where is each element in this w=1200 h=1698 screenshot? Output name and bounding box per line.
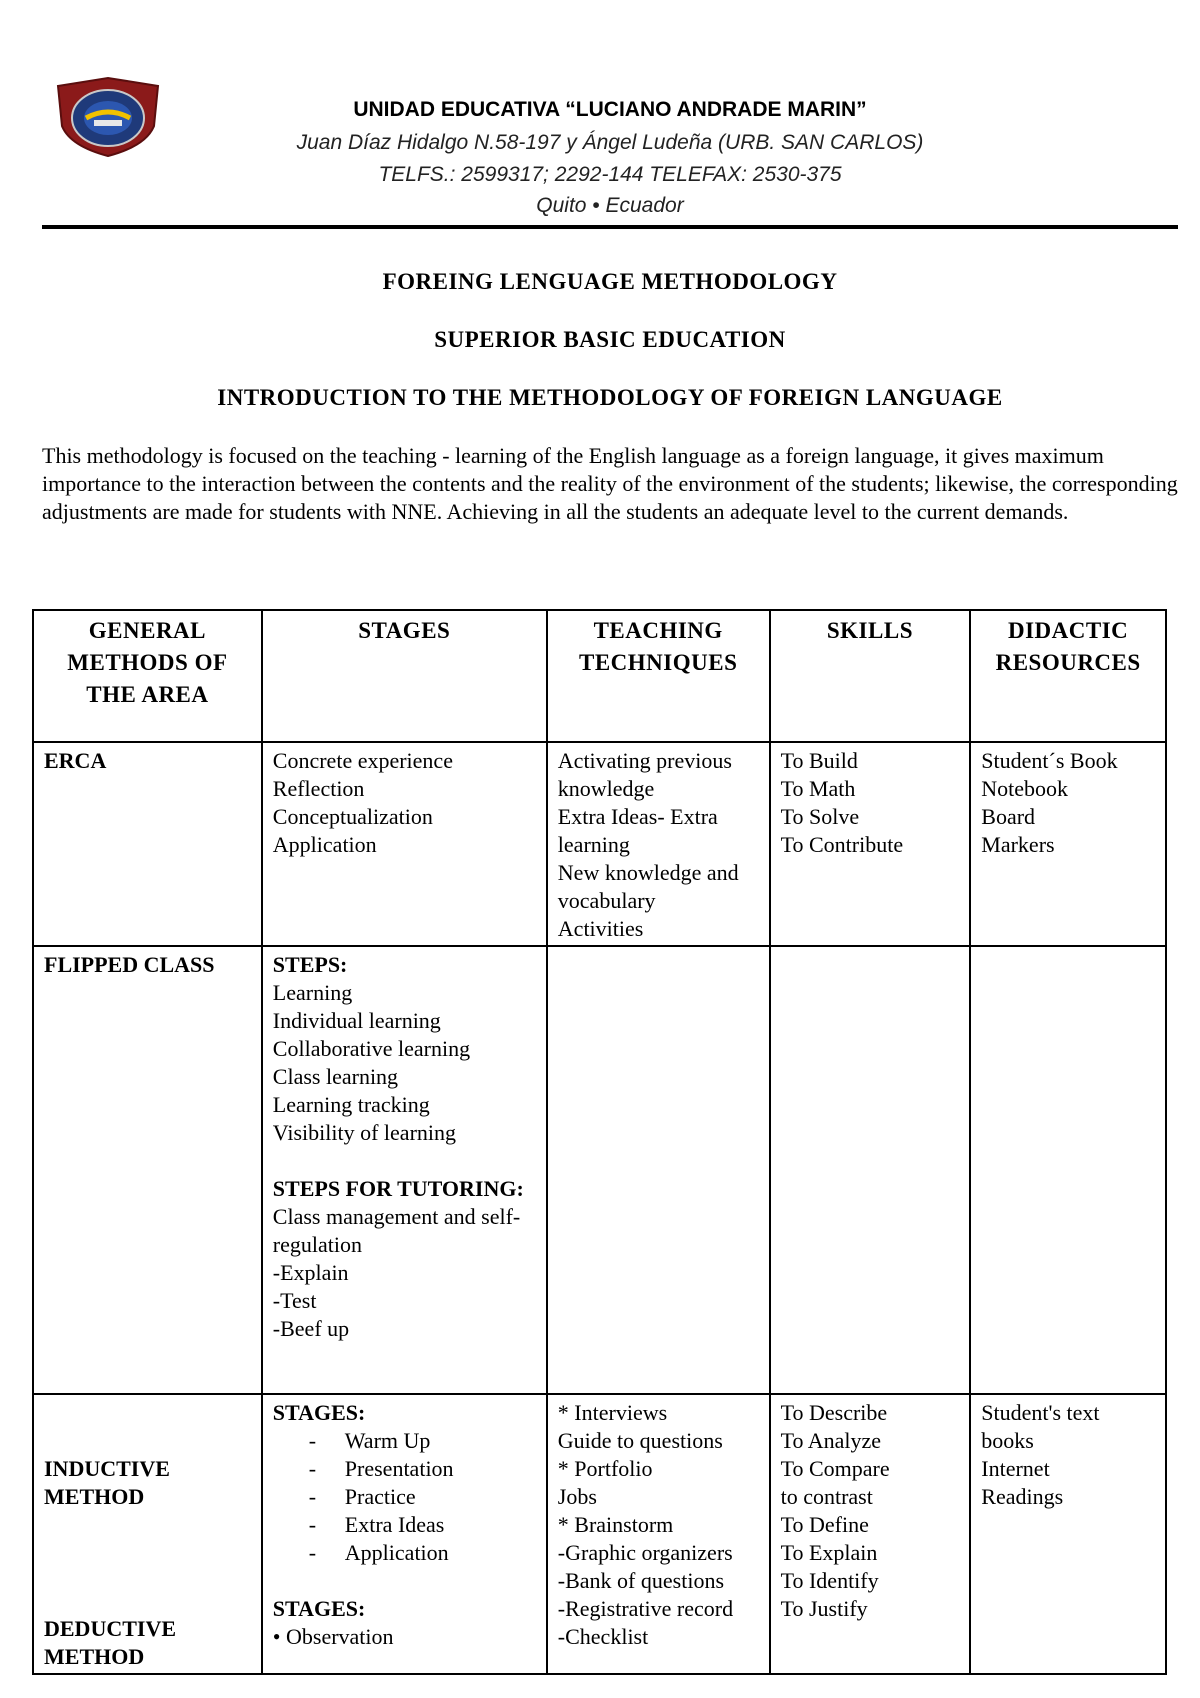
method-name: INDUCTIVE METHOD: [44, 1456, 170, 1509]
technique-item: -Bank of questions: [557, 1568, 724, 1593]
school-crest-logo: [50, 76, 166, 158]
tutoring-label: STEPS FOR TUTORING:: [272, 1176, 524, 1201]
resources-cell: [970, 946, 1166, 1394]
step-item: Learning: [272, 980, 353, 1005]
stages-label: STAGES:: [272, 1596, 366, 1621]
stage-item: - Presentation: [309, 1455, 536, 1483]
method-name: DEDUCTIVE METHOD: [44, 1616, 177, 1669]
stage-item: • Observation: [272, 1624, 394, 1649]
skill-item: To Analyze: [780, 1428, 882, 1453]
technique-item: * Portfolio: [557, 1456, 653, 1481]
step-item: Collaborative learning: [272, 1036, 471, 1061]
header-divider: [42, 225, 1178, 229]
section-heading: INTRODUCTION TO THE METHODOLOGY OF FOREIGN LANGUAGE: [217, 385, 1003, 410]
stage-item: - Warm Up: [309, 1427, 536, 1455]
technique-item: Activating previous knowledge: [557, 748, 732, 801]
steps-label: STEPS:: [272, 952, 348, 977]
stage-item: Reflection: [272, 776, 365, 801]
technique-item: Guide to questions: [557, 1428, 723, 1453]
tutoring-item: -Test: [272, 1288, 317, 1313]
header-cell: STAGES: [262, 610, 547, 742]
skill-item: To Describe: [780, 1400, 888, 1425]
skill-item: To Solve: [780, 804, 860, 829]
method-cell: [33, 946, 262, 1394]
resource-item: Student´s Book: [981, 748, 1118, 773]
step-item: Individual learning: [272, 1008, 441, 1033]
technique-item: -Checklist: [557, 1624, 649, 1649]
table-header-row: [33, 610, 1166, 742]
table-row: [33, 1394, 1166, 1674]
step-item: Learning tracking: [272, 1092, 430, 1117]
method-name: FLIPPED CLASS: [44, 952, 215, 977]
tutoring-item: -Explain: [272, 1260, 349, 1285]
school-phones: TELFS.: 2599317; 2292-144 TELEFAX: 2530-375: [378, 163, 842, 186]
skill-item: To Define: [780, 1512, 869, 1537]
skill-item: To Justify: [780, 1596, 868, 1621]
skills-cell: [770, 1394, 971, 1674]
skills-cell: [770, 742, 971, 946]
document-title: FOREING LENGUAGE METHODOLOGY: [382, 269, 838, 294]
step-item: Class learning: [272, 1064, 399, 1089]
technique-item: * Brainstorm: [557, 1512, 674, 1537]
technique-item: Activities: [557, 916, 644, 941]
technique-item: New knowledge and vocabulary: [557, 860, 739, 913]
technique-item: * Interviews: [557, 1400, 668, 1425]
stages-cell: [262, 946, 547, 1394]
school-city: Quito • Ecuador: [536, 194, 684, 217]
method-cell: [33, 1394, 262, 1674]
stages-cell: [262, 742, 547, 946]
header-cell: DIDACTIC RESOURCES: [970, 610, 1166, 742]
method-name: ERCA: [44, 748, 107, 773]
skill-item: To Math: [780, 776, 856, 801]
resource-item: Notebook: [981, 776, 1069, 801]
techniques-cell: [547, 946, 770, 1394]
school-name: UNIDAD EDUCATIVA “LUCIANO ANDRADE MARIN”: [353, 98, 867, 121]
school-address: Juan Díaz Hidalgo N.58-197 y Ángel Ludeña (URB. SAN CARLOS): [296, 131, 924, 154]
stage-item: - Practice: [309, 1483, 536, 1511]
technique-item: Extra Ideas- Extra learning: [557, 804, 718, 857]
tutoring-item: Class management and self-regulation: [272, 1204, 521, 1257]
skill-item: To Explain: [780, 1540, 878, 1565]
skills-cell: [770, 946, 971, 1394]
header-cell: GENERAL METHODS OF THE AREA: [33, 610, 262, 742]
stages-label: STAGES:: [272, 1400, 366, 1425]
header-cell: SKILLS: [770, 610, 971, 742]
step-item: Visibility of learning: [272, 1120, 457, 1145]
techniques-cell: [547, 1394, 770, 1674]
resources-cell: [970, 742, 1166, 946]
resource-item: Markers: [981, 832, 1055, 857]
skill-item: To Contribute: [780, 832, 904, 857]
skill-item: To Build: [780, 748, 858, 773]
stages-list: [273, 1427, 536, 1567]
stage-item: Concrete experience: [272, 748, 453, 773]
intro-paragraph: This methodology is focused on the teaching - learning of the English language as a foreign language, it gives maximum importance to the interaction between the contents and the reality of the environment of the students; likewise, the corresponding adjustments are made for students with NNE. Achieving in all the students an adequate level to the current demands.: [42, 443, 1178, 524]
table-row: [33, 742, 1166, 946]
resources-cell: [970, 1394, 1166, 1674]
technique-item: -Graphic organizers: [557, 1540, 733, 1565]
technique-item: Jobs: [557, 1484, 597, 1509]
stage-item: - Application: [309, 1539, 536, 1567]
resource-item: Readings: [981, 1484, 1064, 1509]
table-row: [33, 946, 1166, 1394]
skill-item: To Identify: [780, 1568, 879, 1593]
resource-item: Student's text books: [981, 1400, 1100, 1453]
methods-table: [32, 609, 1167, 1675]
method-cell: [33, 742, 262, 946]
resource-item: Internet: [981, 1456, 1050, 1481]
skill-item: To Compare: [780, 1456, 890, 1481]
tutoring-item: -Beef up: [272, 1316, 350, 1341]
techniques-cell: [547, 742, 770, 946]
stage-item: - Extra Ideas: [309, 1511, 536, 1539]
stage-item: Application: [272, 832, 377, 857]
header-cell: TEACHING TECHNIQUES: [547, 610, 770, 742]
skill-item: to contrast: [780, 1484, 873, 1509]
technique-item: -Registrative record: [557, 1596, 734, 1621]
document-subtitle: SUPERIOR BASIC EDUCATION: [434, 327, 786, 352]
stages-cell: [262, 1394, 547, 1674]
resource-item: Board: [981, 804, 1036, 829]
stage-item: Conceptualization: [272, 804, 433, 829]
